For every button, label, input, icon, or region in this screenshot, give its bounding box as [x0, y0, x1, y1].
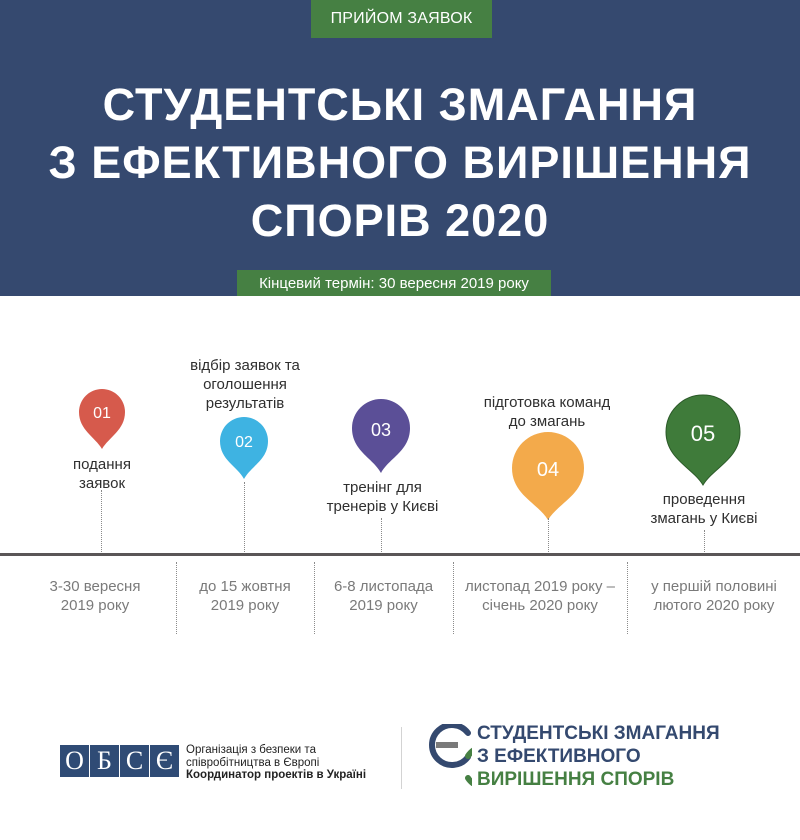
stage-4-label: підготовка команд до змагань — [483, 394, 611, 430]
stage-number: 04 — [536, 459, 560, 481]
stage-3-label: тренінг для тренерів у Києві — [326, 479, 439, 515]
timeline-axis — [0, 553, 800, 556]
page-title — [0, 76, 800, 250]
deadline-badge: Кінцевий термін: 30 вересня 2019 року — [237, 270, 551, 296]
map-pin-icon — [218, 415, 270, 481]
osce-caption: Організація з безпеки та співробітництва в Європі Координатор проектів в Україні — [186, 744, 367, 781]
stage-1-pin — [77, 387, 127, 451]
osce-logo: О Б С Є — [60, 745, 180, 777]
stage-number: 02 — [235, 434, 253, 451]
footer-divider — [401, 727, 402, 789]
stage-4-date: листопад 2019 року – січень 2020 року — [464, 578, 616, 614]
title-line: СПОРІВ 2020 — [250, 195, 550, 246]
stage-5-label: проведення змагань у Києві — [650, 491, 758, 527]
stage-3-pin — [350, 397, 412, 475]
stage-number: 03 — [370, 420, 392, 440]
competition-logo-icon — [428, 724, 472, 791]
stage-1-date: 3-30 вересня 2019 року — [49, 578, 141, 614]
stage-2-label: відбір заявок та оголошення результатів — [190, 357, 300, 412]
stage-4-pin — [510, 430, 586, 522]
stage-5-pin — [664, 393, 742, 487]
stage-2-pin — [218, 415, 270, 481]
stage-5-date: у першій половині лютого 2020 року — [651, 578, 777, 614]
map-pin-icon — [77, 387, 127, 451]
map-pin-icon — [510, 430, 586, 522]
map-pin-icon — [350, 397, 412, 475]
stage-number: 01 — [93, 405, 111, 422]
header-banner — [0, 0, 800, 296]
stage-number: 05 — [690, 421, 716, 446]
stage-1-label: подання заявок — [73, 456, 131, 492]
stage-3-date: 6-8 листопада 2019 року — [333, 578, 434, 614]
title-line: СТУДЕНТСЬКІ ЗМАГАННЯ — [102, 79, 698, 130]
stage-2-date: до 15 жовтня 2019 року — [199, 578, 291, 614]
competition-logo-text: СТУДЕНТСЬКІ ЗМАГАННЯ З ЕФЕКТИВНОГО ВИРІШЕННЯ СПОРІВ — [477, 723, 720, 790]
title-line: З ЕФЕКТИВНОГО ВИРІШЕННЯ — [48, 137, 752, 188]
applications-badge: ПРИЙОМ ЗАЯВОК — [311, 0, 492, 38]
map-pin-icon — [664, 393, 742, 487]
